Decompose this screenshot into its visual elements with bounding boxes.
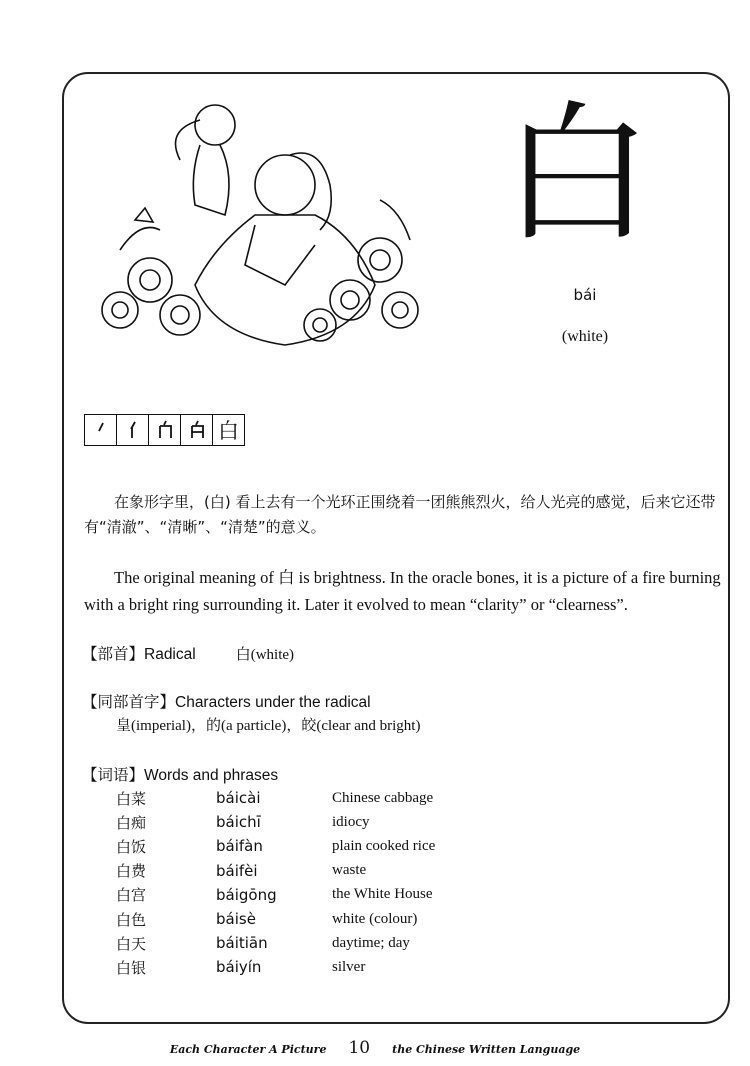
main-pinyin: bái [573,286,597,304]
english-explanation: The original meaning of 白 is brightness. In the oracle bones, it is a picture of a fire burning with a bright ring surrounding it. Later it evolved to mean “clarity” or “clearness”. [84,568,721,614]
word-meaning: daytime; day [332,934,410,951]
stroke-step-1 [85,415,117,445]
chinese-explanation: 在象形字里，(白) 看上去有一个光环正围绕着一团熊熊烈火，给人光亮的感觉，后来它还带有“清澈”、“清晰”、“清楚”的意义。 [84,493,716,536]
page-footer [0,1038,750,1058]
stroke-order [84,414,245,446]
stroke-3-icon [155,419,175,441]
word-meaning: waste [332,862,367,879]
footer-left-title: Each Character A Picture [169,1043,327,1056]
main-meaning: (white) [561,328,609,345]
word-row [116,955,435,979]
word-chars: 白天 [116,934,147,953]
word-chars: 白痴 [116,813,147,832]
word-row [116,810,435,834]
words-section-label: 【词语】Words and phrases [82,767,279,784]
word-pinyin: báicài [216,789,261,808]
stroke-step-2 [117,415,149,445]
radical-section [82,642,294,664]
grandmother-child-illustration [80,100,440,360]
main-character: 白 [502,88,653,262]
word-row [116,859,435,883]
radical-value: 白(white) [235,647,295,663]
stroke-4-icon [187,419,207,441]
word-pinyin: báichī [216,813,261,832]
word-chars: 白宫 [116,886,147,905]
word-row [116,786,435,810]
word-row [116,931,435,955]
word-chars: 白饭 [116,837,147,856]
word-meaning: silver [332,958,366,975]
word-row [116,907,435,931]
word-row [116,834,435,858]
stroke-1-icon [91,419,111,441]
characters-under-radical-label: 【同部首字】Characters under the radical [82,694,371,711]
characters-under-radical-list: 皇(imperial)，的(a particle)，皎(clear and bright) [116,718,421,734]
words-table [116,786,435,980]
word-chars: 白菜 [116,789,147,808]
word-meaning: white (colour) [332,910,418,927]
word-meaning: the White House [332,886,433,903]
word-pinyin: báisè [216,910,256,929]
stroke-2-icon [123,419,143,441]
word-meaning: plain cooked rice [332,837,436,854]
stroke-step-5: 白 [218,419,239,443]
stroke-step-3 [149,415,181,445]
word-chars: 白费 [116,862,147,881]
stroke-step-4 [181,415,213,445]
word-chars: 白银 [116,958,147,977]
radical-label: 【部首】Radical [82,646,196,663]
word-pinyin: báigōng [216,885,277,904]
word-pinyin: báifàn [216,837,263,856]
word-pinyin: báiyín [216,958,262,977]
word-pinyin: báitiān [216,934,268,953]
page-number: 10 [348,1038,371,1058]
footer-right-title: the Chinese Written Language [392,1043,581,1056]
word-chars: 白色 [116,910,147,929]
word-row [116,883,435,907]
word-pinyin: báifèi [216,861,258,880]
word-meaning: idiocy [332,813,370,830]
word-meaning: Chinese cabbage [332,789,434,806]
